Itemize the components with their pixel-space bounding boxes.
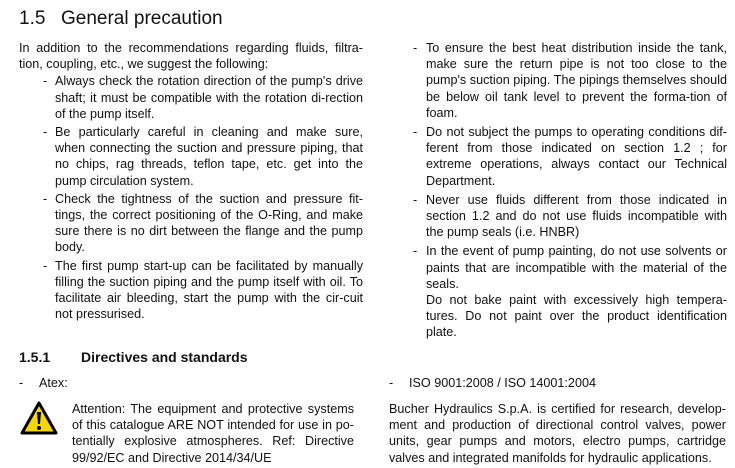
section-number: 1.5 [19, 8, 46, 29]
subsection-title: Directives and standards [81, 349, 248, 365]
list-item: - Never use fluids different from those indicated in section 1.2 and do not use fluids incompatible with the pump seals (i.e. HNBR) [413, 192, 727, 240]
section-title: General precaution [61, 8, 223, 29]
left-bullet-list [19, 73, 363, 322]
atex-warning-text: Attention: The equipment and protective systems of this catalogue ARE NOT intended for use in po-tentially explosive atmospheres. Ref: Directive 99/92/EC and Directive 2014/34/UE [72, 402, 354, 465]
list-item: - In the event of pump painting, do not use solvents or paints that are incompatible with the material of the seals. Do not bake paint with excessively high tempera-tures. Do not paint over the product identification plate. [413, 244, 727, 340]
intro-paragraph: In addition to the recommendations regarding fluids, filtra-tion, coupling, etc., we suggest the following: [19, 41, 363, 72]
iso-certification-text: Bucher Hydraulics S.p.A. is certified for research, develop-ment and production of directional control valves, power units, gear pumps and motors, electro pumps, cartridge valves and integrated manifolds for hydraulic applications. [389, 402, 726, 465]
atex-dash: - [19, 376, 24, 390]
paint-note: Do not bake paint with excessively high tempera-tures. Do not paint over the product identification plate. [426, 293, 727, 340]
list-item: - Do not subject the pumps to operating conditions dif-ferent from those indicated on section 1.2 ; for extreme operations, always contact our Technical Department. [413, 125, 727, 188]
atex-label: Atex: [39, 376, 68, 390]
left-column [19, 40, 363, 324]
list-item: - Check the tightness of the suction and pressure fit-tings, the correct positioning of the O-Ring, and make sure there is no dirt between the flange and the pump body. [43, 191, 363, 255]
list-item: - To ensure the best heat distribution inside the tank, make sure the return pipe is not too close to the pump's suction piping. The pipings themselves should be below oil tank level to prevent the forma-tion of foam. [413, 41, 727, 120]
iso-label: ISO 9001:2008 / ISO 14001:2004 [409, 376, 596, 390]
list-item: - Be particularly careful in cleaning and make sure, when connecting the suction and pressure piping, that no chips, rag threads, teflon tape, etc. get into the pump circulation system. [43, 125, 363, 188]
right-bullet-list [409, 40, 727, 341]
warning-triangle-icon [19, 400, 59, 436]
list-item: - The first pump start-up can be facilitated by manually filling the suction piping and the pump itself with oil. To facilitate air bleeding, start the pump with the cir-cuit not pressurised. [43, 258, 363, 322]
right-column [409, 40, 727, 344]
list-item: - Always check the rotation direction of the pump's drive shaft; it must be compatible with the rotation di-rection of the pump itself. [43, 74, 363, 121]
iso-dash: - [389, 376, 394, 390]
subsection-number: 1.5.1 [19, 349, 51, 365]
